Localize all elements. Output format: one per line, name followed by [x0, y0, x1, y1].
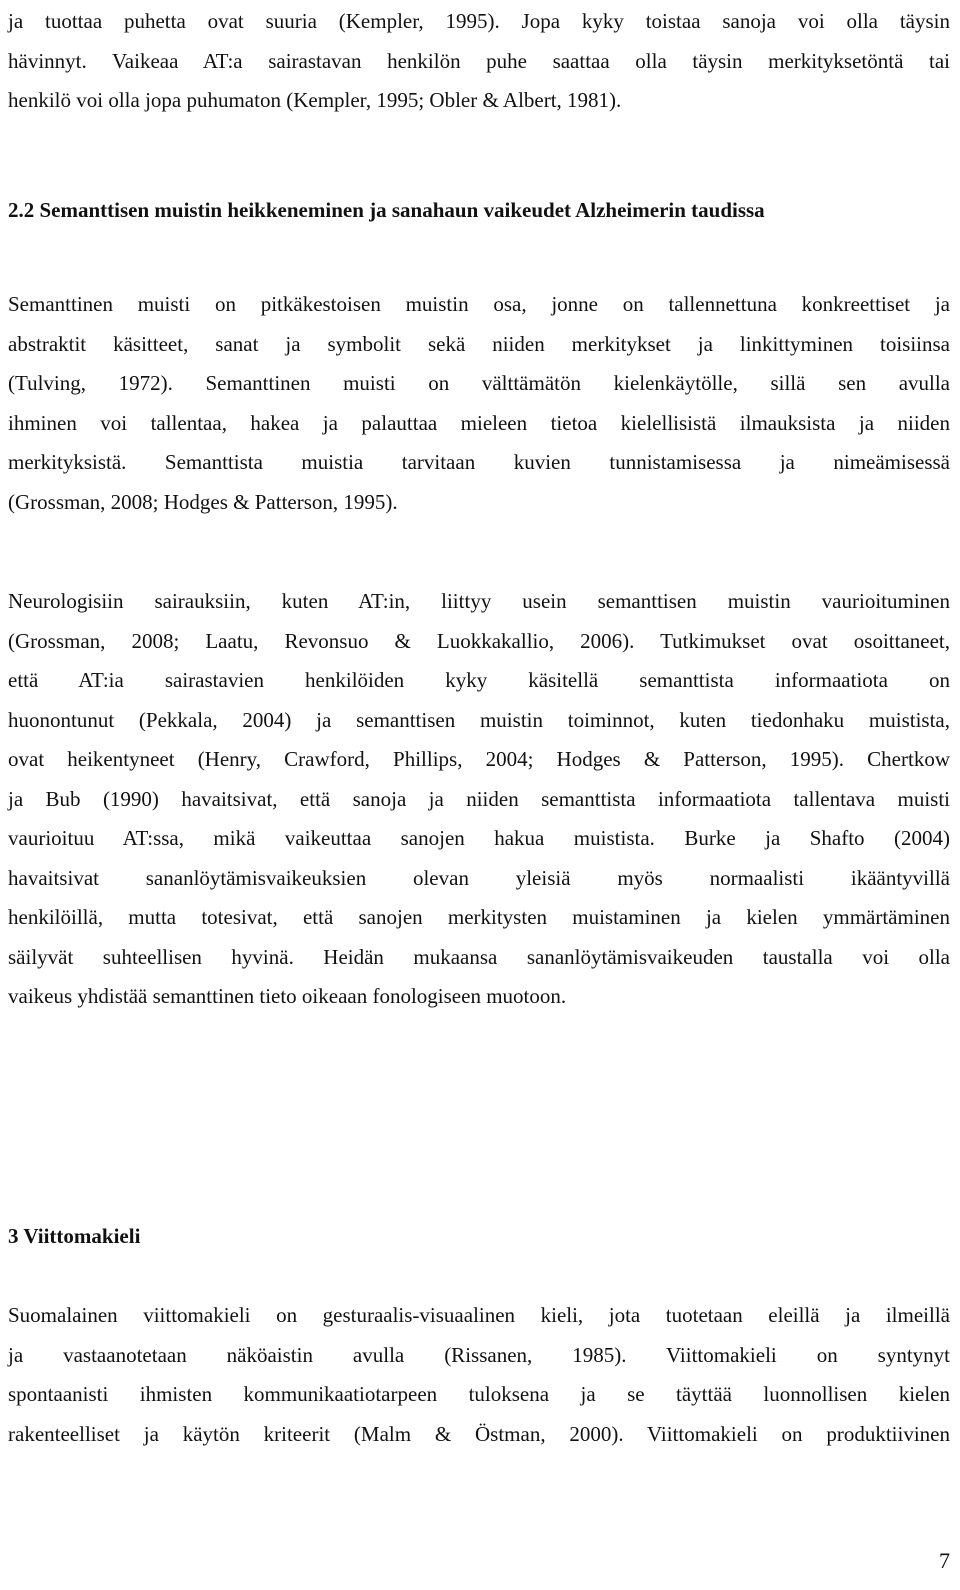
- text-line: rakenteelliset ja käytön kriteerit (Malm & Östman, 2000). Viittomakieli on produktiivinen: [8, 1421, 950, 1446]
- text-line: ja Bub (1990) havaitsivat, että sanoja ja niiden semanttista informaatiota tallentava muisti: [8, 786, 950, 811]
- text-line: ihminen voi tallentaa, hakea ja palauttaa mieleen tietoa kielellisistä ilmauksista ja niiden: [8, 410, 950, 435]
- text-line: ja vastaanotetaan näköaistin avulla (Rissanen, 1985). Viittomakieli on syntynyt: [8, 1342, 950, 1367]
- intro-paragraph: [8, 2, 950, 121]
- text-line: että AT:ia sairastavien henkilöiden kyky käsitellä semanttista informaatiota on: [8, 668, 950, 692]
- text-line: huonontunut (Pekkala, 2004) ja semanttisen muistin toiminnot, kuten tiedonhaku muistista,: [8, 707, 950, 732]
- text-line: ovat heikentyneet (Henry, Crawford, Phillips, 2004; Hodges & Patterson, 1995). Chertkow: [8, 747, 950, 771]
- text-line: (Grossman, 2008; Hodges & Patterson, 1995).: [8, 489, 398, 514]
- text-line: (Tulving, 1972). Semanttinen muisti on välttämätön kielenkäytölle, sillä sen avulla: [8, 371, 950, 395]
- text-line: hävinnyt. Vaikeaa AT:a sairastavan henkilön puhe saattaa olla täysin merkityksetöntä tai: [8, 48, 950, 73]
- text-line: ja tuottaa puhetta ovat suuria (Kempler, 1995). Jopa kyky toistaa sanoja voi olla täysin: [8, 9, 950, 33]
- page-number: 7: [939, 1548, 950, 1573]
- section-3-paragraph-1: [8, 1296, 950, 1454]
- text-line: merkityksistä. Semanttista muistia tarvitaan kuvien tunnistamisessa ja nimeämisessä: [8, 450, 950, 474]
- text-line: (Grossman, 2008; Laatu, Revonsuo & Luokkakallio, 2006). Tutkimukset ovat osoittaneet,: [8, 628, 950, 653]
- text-line: vaikeus yhdistää semanttinen tieto oikeaan fonologiseen muotoon.: [8, 984, 567, 1008]
- text-line: spontaanisti ihmisten kommunikaatiotarpeen tuloksena ja se täyttää luonnollisen kielen: [8, 1382, 950, 1406]
- section-heading-3: 3 Viittomakieli: [8, 1224, 141, 1248]
- text-line: Semanttinen muisti on pitkäkestoisen muistin osa, jonne on tallennettuna konkreettiset ja: [8, 292, 950, 316]
- text-line: abstraktit käsitteet, sanat ja symbolit sekä niiden merkitykset ja linkittyminen toisiinsa: [8, 331, 950, 356]
- text-line: säilyvät suhteellisen hyvinä. Heidän mukaansa sananlöytämisvaikeuden taustalla voi olla: [8, 944, 950, 969]
- text-line: Suomalainen viittomakieli on gesturaalis-visuaalinen kieli, jota tuotetaan eleillä ja ilmeillä: [8, 1303, 950, 1327]
- text-line: henkilö voi olla jopa puhumaton (Kempler, 1995; Obler & Albert, 1981).: [8, 88, 622, 112]
- text-line: havaitsivat sananlöytämisvaikeuksien olevan yleisiä myös normaalisti ikääntyvillä: [8, 865, 950, 890]
- section-heading-2-2: 2.2 Semanttisen muistin heikkeneminen ja sanahaun vaikeudet Alzheimerin taudissa: [8, 198, 765, 222]
- section-2-2-paragraph-2: [8, 582, 950, 1017]
- text-line: henkilöillä, mutta totesivat, että sanojen merkitysten muistaminen ja kielen ymmärtäminen: [8, 905, 950, 929]
- text-line: Neurologisiin sairauksiin, kuten AT:in, liittyy usein semanttisen muistin vaurioituminen: [8, 589, 950, 613]
- text-line: vaurioituu AT:ssa, mikä vaikeuttaa sanojen hakua muistista. Burke ja Shafto (2004): [8, 826, 950, 850]
- section-2-2-paragraph-1: [8, 285, 950, 522]
